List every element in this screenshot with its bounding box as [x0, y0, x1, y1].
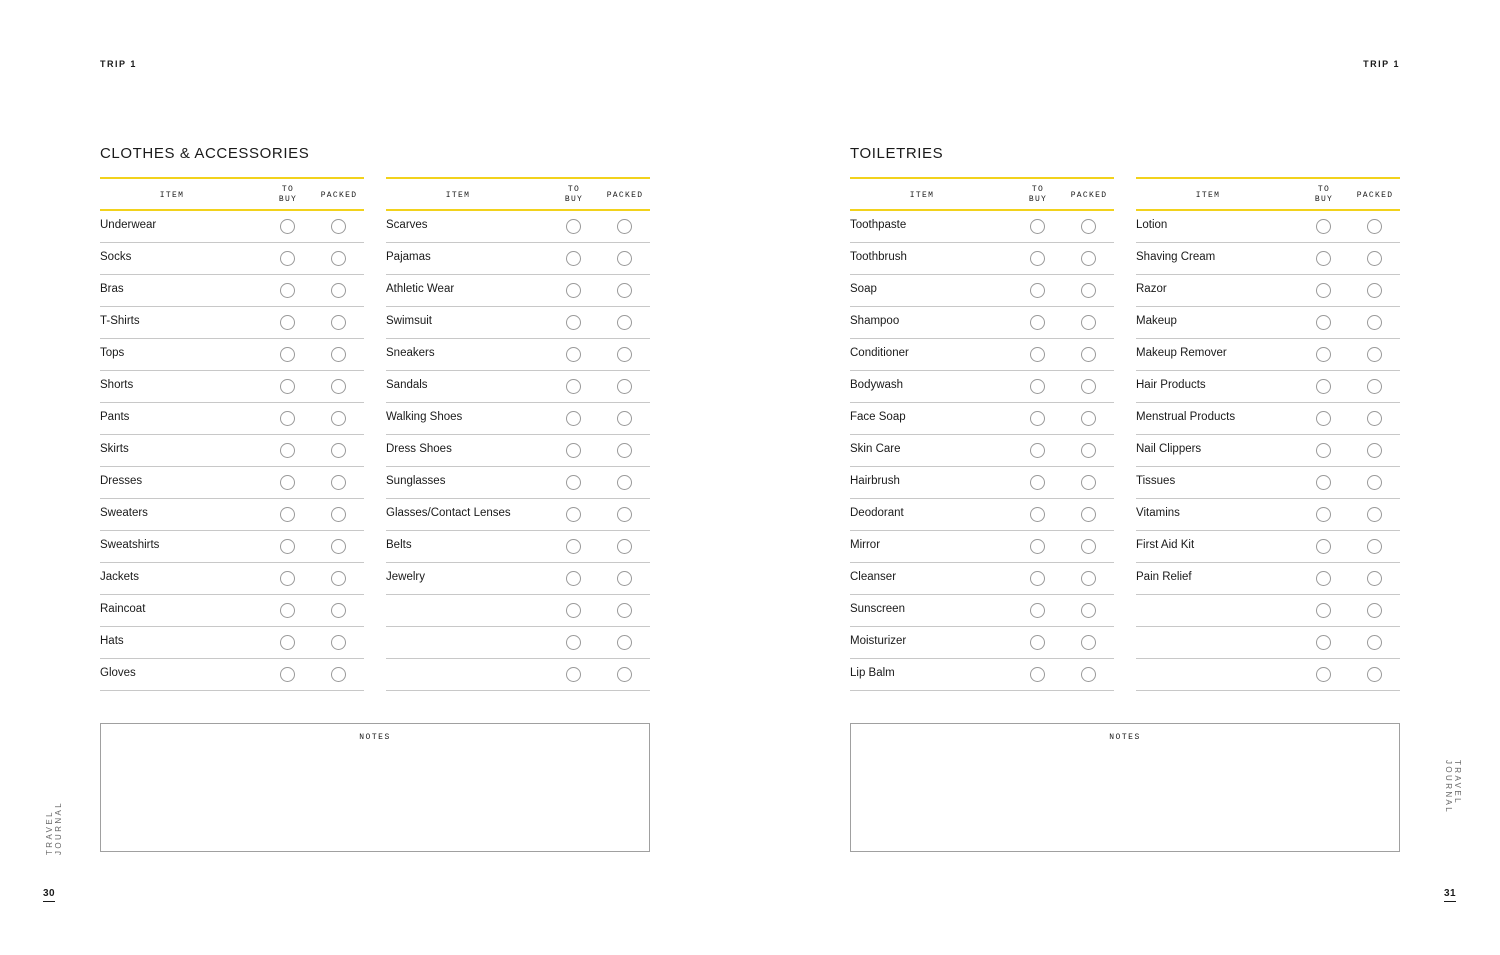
to-buy-checkbox[interactable] — [1030, 347, 1045, 362]
item-label: Underwear — [100, 219, 157, 231]
to-buy-checkbox[interactable] — [1316, 667, 1331, 682]
checklist-column-1 — [100, 177, 364, 691]
page-number: 31 — [1444, 888, 1456, 902]
header-packed: PACKED — [320, 191, 358, 200]
checklist-row — [100, 275, 364, 307]
item-label: Athletic Wear — [386, 283, 455, 295]
to-buy-checkbox[interactable] — [280, 571, 295, 586]
packed-checkbox[interactable] — [1367, 411, 1382, 426]
packed-checkbox[interactable] — [331, 219, 346, 234]
to-buy-checkbox[interactable] — [280, 347, 295, 362]
item-label: Hair Products — [1136, 379, 1206, 391]
to-buy-checkbox[interactable] — [1316, 507, 1331, 522]
packed-checkbox[interactable] — [331, 571, 346, 586]
to-buy-checkbox[interactable] — [1316, 443, 1331, 458]
packed-checkbox[interactable] — [1081, 603, 1096, 618]
header-to-buy — [1018, 185, 1058, 205]
packed-checkbox[interactable] — [617, 347, 632, 362]
header-packed: PACKED — [1070, 191, 1108, 200]
item-label: Pajamas — [386, 251, 431, 263]
packed-checkbox[interactable] — [331, 283, 346, 298]
packed-checkbox[interactable] — [617, 507, 632, 522]
to-buy-checkbox[interactable] — [566, 443, 581, 458]
packed-checkbox[interactable] — [617, 475, 632, 490]
checklist-row — [386, 627, 650, 659]
packed-checkbox[interactable] — [331, 347, 346, 362]
item-label: Toothpaste — [850, 219, 907, 231]
to-buy-checkbox[interactable] — [1316, 475, 1331, 490]
packed-checkbox[interactable] — [1081, 667, 1096, 682]
item-label: Dresses — [100, 475, 143, 487]
item-label: Nail Clippers — [1136, 443, 1202, 455]
packed-checkbox[interactable] — [1367, 667, 1382, 682]
packed-checkbox[interactable] — [617, 443, 632, 458]
header-to-buy-line-2: BUY — [1314, 195, 1334, 204]
item-label: Sneakers — [386, 347, 435, 359]
item-label: Raincoat — [100, 603, 146, 615]
section-title: TOILETRIES — [850, 145, 944, 162]
item-label: Tissues — [1136, 475, 1176, 487]
to-buy-checkbox[interactable] — [1316, 219, 1331, 234]
item-label: First Aid Kit — [1136, 539, 1195, 551]
packed-checkbox[interactable] — [331, 507, 346, 522]
to-buy-checkbox[interactable] — [1316, 347, 1331, 362]
checklist-row — [386, 371, 650, 403]
packed-checkbox[interactable] — [1081, 539, 1096, 554]
section-title: CLOTHES & ACCESSORIES — [100, 145, 310, 162]
packed-checkbox[interactable] — [331, 411, 346, 426]
checklist-column-1 — [850, 177, 1114, 691]
header-packed: PACKED — [606, 191, 644, 200]
checklist-row — [386, 307, 650, 339]
packed-checkbox[interactable] — [331, 315, 346, 330]
packed-checkbox[interactable] — [1081, 411, 1096, 426]
to-buy-checkbox[interactable] — [566, 347, 581, 362]
to-buy-checkbox[interactable] — [280, 283, 295, 298]
checklist-row — [1136, 499, 1400, 531]
checklist-row — [100, 435, 364, 467]
packed-checkbox[interactable] — [617, 315, 632, 330]
packed-checkbox[interactable] — [617, 219, 632, 234]
packed-checkbox[interactable] — [1081, 475, 1096, 490]
checklist-row — [386, 531, 650, 563]
item-label: Sunglasses — [386, 475, 446, 487]
to-buy-checkbox[interactable] — [566, 315, 581, 330]
checklist-row — [1136, 531, 1400, 563]
packed-checkbox[interactable] — [617, 283, 632, 298]
packed-checkbox[interactable] — [1081, 443, 1096, 458]
header-packed: PACKED — [1356, 191, 1394, 200]
to-buy-checkbox[interactable] — [280, 443, 295, 458]
to-buy-checkbox[interactable] — [566, 507, 581, 522]
packed-checkbox[interactable] — [331, 379, 346, 394]
header-to-buy — [554, 185, 594, 205]
item-label: Jackets — [100, 571, 139, 583]
column-header — [1136, 179, 1400, 211]
packed-checkbox[interactable] — [1081, 251, 1096, 266]
to-buy-checkbox[interactable] — [280, 635, 295, 650]
to-buy-checkbox[interactable] — [1316, 635, 1331, 650]
packed-checkbox[interactable] — [331, 603, 346, 618]
to-buy-checkbox[interactable] — [280, 475, 295, 490]
checklist-row — [1136, 563, 1400, 595]
checklist-row — [100, 307, 364, 339]
item-label: Bras — [100, 283, 124, 295]
checklist-row — [386, 211, 650, 243]
item-label: Mirror — [850, 539, 881, 551]
packed-checkbox[interactable] — [617, 667, 632, 682]
packed-checkbox[interactable] — [1367, 507, 1382, 522]
to-buy-checkbox[interactable] — [1030, 603, 1045, 618]
checklist-row — [1136, 211, 1400, 243]
item-label: Sunscreen — [850, 603, 905, 615]
packed-checkbox[interactable] — [1367, 219, 1382, 234]
checklist-row — [850, 435, 1114, 467]
item-label: Lotion — [1136, 219, 1168, 231]
item-label: Socks — [100, 251, 132, 263]
packed-checkbox[interactable] — [617, 251, 632, 266]
to-buy-checkbox[interactable] — [566, 219, 581, 234]
packed-checkbox[interactable] — [331, 667, 346, 682]
notes-label: NOTES — [359, 733, 391, 742]
item-label: Menstrual Products — [1136, 411, 1236, 423]
packed-checkbox[interactable] — [1367, 379, 1382, 394]
header-to-buy-line-1: TO — [1317, 185, 1331, 194]
to-buy-checkbox[interactable] — [1030, 219, 1045, 234]
header-to-buy — [268, 185, 308, 205]
checklist-row — [386, 275, 650, 307]
trip-label: TRIP 1 — [1363, 59, 1400, 69]
item-label: Skin Care — [850, 443, 901, 455]
to-buy-checkbox[interactable] — [280, 603, 295, 618]
checklist-row — [100, 339, 364, 371]
header-item: ITEM — [1195, 191, 1221, 200]
checklist-row — [850, 499, 1114, 531]
packed-checkbox[interactable] — [617, 571, 632, 586]
notes-box[interactable] — [850, 723, 1400, 852]
item-label: Makeup — [1136, 315, 1177, 327]
to-buy-checkbox[interactable] — [1316, 571, 1331, 586]
to-buy-checkbox[interactable] — [566, 571, 581, 586]
to-buy-checkbox[interactable] — [280, 251, 295, 266]
checklist-row — [1136, 627, 1400, 659]
to-buy-checkbox[interactable] — [280, 219, 295, 234]
page-number: 30 — [43, 888, 55, 902]
item-label: Sandals — [386, 379, 428, 391]
checklist-row — [100, 403, 364, 435]
to-buy-checkbox[interactable] — [1316, 539, 1331, 554]
item-label: Lip Balm — [850, 667, 895, 679]
checklist-column-2 — [386, 177, 650, 691]
header-to-buy — [1304, 185, 1344, 205]
checklist-row — [850, 627, 1114, 659]
packed-checkbox[interactable] — [1367, 443, 1382, 458]
checklist-row — [850, 307, 1114, 339]
packed-checkbox[interactable] — [1367, 251, 1382, 266]
item-label: Sweaters — [100, 507, 148, 519]
packed-checkbox[interactable] — [331, 539, 346, 554]
checklist-row — [386, 467, 650, 499]
item-label: Dress Shoes — [386, 443, 452, 455]
checklist-row — [850, 659, 1114, 691]
to-buy-checkbox[interactable] — [1316, 283, 1331, 298]
packed-checkbox[interactable] — [1081, 283, 1096, 298]
to-buy-checkbox[interactable] — [1316, 251, 1331, 266]
packed-checkbox[interactable] — [1081, 315, 1096, 330]
packed-checkbox[interactable] — [1081, 571, 1096, 586]
to-buy-checkbox[interactable] — [1030, 251, 1045, 266]
to-buy-checkbox[interactable] — [1316, 411, 1331, 426]
to-buy-checkbox[interactable] — [1316, 603, 1331, 618]
packed-checkbox[interactable] — [331, 251, 346, 266]
item-label: Makeup Remover — [1136, 347, 1227, 359]
side-label: TRAVEL JOURNAL — [1444, 760, 1462, 815]
packed-checkbox[interactable] — [1081, 347, 1096, 362]
checklist-row — [1136, 275, 1400, 307]
checklist-row — [850, 531, 1114, 563]
item-label: Shorts — [100, 379, 134, 391]
item-label: Face Soap — [850, 411, 906, 423]
item-label: Skirts — [100, 443, 129, 455]
packed-checkbox[interactable] — [1367, 603, 1382, 618]
packed-checkbox[interactable] — [1367, 635, 1382, 650]
to-buy-checkbox[interactable] — [1316, 315, 1331, 330]
to-buy-checkbox[interactable] — [280, 411, 295, 426]
checklist-row — [386, 403, 650, 435]
to-buy-checkbox[interactable] — [280, 539, 295, 554]
header-to-buy-line-2: BUY — [278, 195, 298, 204]
item-label: Vitamins — [1136, 507, 1180, 519]
to-buy-checkbox[interactable] — [280, 507, 295, 522]
checklist-row — [850, 243, 1114, 275]
checklist-row — [1136, 595, 1400, 627]
checklist-row — [386, 563, 650, 595]
checklist-row — [850, 371, 1114, 403]
packed-checkbox[interactable] — [1367, 475, 1382, 490]
trip-label: TRIP 1 — [100, 59, 137, 69]
right-page — [750, 0, 1500, 955]
packed-checkbox[interactable] — [1367, 347, 1382, 362]
header-item: ITEM — [159, 191, 185, 200]
checklist-row — [1136, 435, 1400, 467]
packed-checkbox[interactable] — [1081, 635, 1096, 650]
packed-checkbox[interactable] — [617, 411, 632, 426]
header-item: ITEM — [445, 191, 471, 200]
to-buy-checkbox[interactable] — [280, 667, 295, 682]
header-to-buy-line-1: TO — [567, 185, 581, 194]
item-label: Bodywash — [850, 379, 904, 391]
to-buy-checkbox[interactable] — [1030, 443, 1045, 458]
item-label: T-Shirts — [100, 315, 140, 327]
to-buy-checkbox[interactable] — [1030, 283, 1045, 298]
notes-label: NOTES — [1109, 733, 1141, 742]
to-buy-checkbox[interactable] — [566, 379, 581, 394]
checklist-column-2 — [1136, 177, 1400, 691]
checklist-row — [100, 371, 364, 403]
item-label: Hairbrush — [850, 475, 900, 487]
checklist-row — [100, 243, 364, 275]
to-buy-checkbox[interactable] — [1316, 379, 1331, 394]
column-header — [850, 179, 1114, 211]
packed-checkbox[interactable] — [331, 475, 346, 490]
to-buy-checkbox[interactable] — [1030, 507, 1045, 522]
checklist-row — [850, 595, 1114, 627]
header-item: ITEM — [909, 191, 935, 200]
to-buy-checkbox[interactable] — [566, 539, 581, 554]
notes-box[interactable] — [100, 723, 650, 852]
item-label: Toothbrush — [850, 251, 907, 263]
checklist-row — [100, 659, 364, 691]
column-header — [100, 179, 364, 211]
item-label: Moisturizer — [850, 635, 907, 647]
item-label: Walking Shoes — [386, 411, 463, 423]
checklist-row — [100, 467, 364, 499]
to-buy-checkbox[interactable] — [566, 411, 581, 426]
to-buy-checkbox[interactable] — [1030, 475, 1045, 490]
to-buy-checkbox[interactable] — [1030, 539, 1045, 554]
checklist-row — [386, 595, 650, 627]
to-buy-checkbox[interactable] — [566, 475, 581, 490]
item-label: Glasses/Contact Lenses — [386, 507, 511, 519]
checklist-row — [386, 659, 650, 691]
checklist-row — [100, 499, 364, 531]
to-buy-checkbox[interactable] — [280, 379, 295, 394]
item-label: Shampoo — [850, 315, 900, 327]
packed-checkbox[interactable] — [331, 635, 346, 650]
checklist-row — [850, 275, 1114, 307]
checklist-row — [100, 531, 364, 563]
packed-checkbox[interactable] — [1081, 379, 1096, 394]
packed-checkbox[interactable] — [1081, 219, 1096, 234]
side-label: TRAVEL JOURNAL — [45, 800, 63, 855]
item-label: Pants — [100, 411, 130, 423]
checklist-row — [386, 435, 650, 467]
item-label: Shaving Cream — [1136, 251, 1216, 263]
checklist-row — [1136, 659, 1400, 691]
packed-checkbox[interactable] — [617, 635, 632, 650]
checklist-row — [1136, 403, 1400, 435]
item-label: Deodorant — [850, 507, 904, 519]
packed-checkbox[interactable] — [617, 539, 632, 554]
header-to-buy-line-1: TO — [1031, 185, 1045, 194]
checklist-row — [100, 563, 364, 595]
item-label: Cleanser — [850, 571, 897, 583]
packed-checkbox[interactable] — [617, 603, 632, 618]
to-buy-checkbox[interactable] — [1030, 571, 1045, 586]
checklist-row — [1136, 467, 1400, 499]
item-label: Scarves — [386, 219, 428, 231]
to-buy-checkbox[interactable] — [566, 283, 581, 298]
checklist-row — [850, 563, 1114, 595]
packed-checkbox[interactable] — [1367, 283, 1382, 298]
checklist-row — [100, 595, 364, 627]
item-label: Razor — [1136, 283, 1167, 295]
checklist-row — [386, 339, 650, 371]
checklist-row — [1136, 307, 1400, 339]
column-header — [386, 179, 650, 211]
to-buy-checkbox[interactable] — [1030, 411, 1045, 426]
checklist-row — [100, 211, 364, 243]
packed-checkbox[interactable] — [1367, 539, 1382, 554]
packed-checkbox[interactable] — [1367, 571, 1382, 586]
to-buy-checkbox[interactable] — [566, 251, 581, 266]
item-label: Hats — [100, 635, 124, 647]
packed-checkbox[interactable] — [1367, 315, 1382, 330]
checklist-row — [100, 627, 364, 659]
to-buy-checkbox[interactable] — [1030, 315, 1045, 330]
packed-checkbox[interactable] — [1081, 507, 1096, 522]
checklist-row — [850, 339, 1114, 371]
to-buy-checkbox[interactable] — [566, 603, 581, 618]
item-label: Conditioner — [850, 347, 909, 359]
checklist-row — [386, 243, 650, 275]
header-to-buy-line-2: BUY — [1028, 195, 1048, 204]
packed-checkbox[interactable] — [617, 379, 632, 394]
checklist-row — [850, 467, 1114, 499]
header-to-buy-line-2: BUY — [564, 195, 584, 204]
checklist-row — [1136, 243, 1400, 275]
item-label: Soap — [850, 283, 877, 295]
header-to-buy-line-1: TO — [281, 185, 295, 194]
to-buy-checkbox[interactable] — [1030, 635, 1045, 650]
checklist-row — [850, 211, 1114, 243]
to-buy-checkbox[interactable] — [280, 315, 295, 330]
checklist-row — [1136, 339, 1400, 371]
item-label: Tops — [100, 347, 125, 359]
checklist-row — [1136, 371, 1400, 403]
checklist-row — [386, 499, 650, 531]
to-buy-checkbox[interactable] — [566, 635, 581, 650]
item-label: Swimsuit — [386, 315, 433, 327]
item-label: Belts — [386, 539, 412, 551]
item-label: Sweatshirts — [100, 539, 160, 551]
packed-checkbox[interactable] — [331, 443, 346, 458]
to-buy-checkbox[interactable] — [1030, 667, 1045, 682]
checklist-row — [850, 403, 1114, 435]
to-buy-checkbox[interactable] — [566, 667, 581, 682]
item-label: Gloves — [100, 667, 136, 679]
item-label: Jewelry — [386, 571, 425, 583]
item-label: Pain Relief — [1136, 571, 1192, 583]
to-buy-checkbox[interactable] — [1030, 379, 1045, 394]
